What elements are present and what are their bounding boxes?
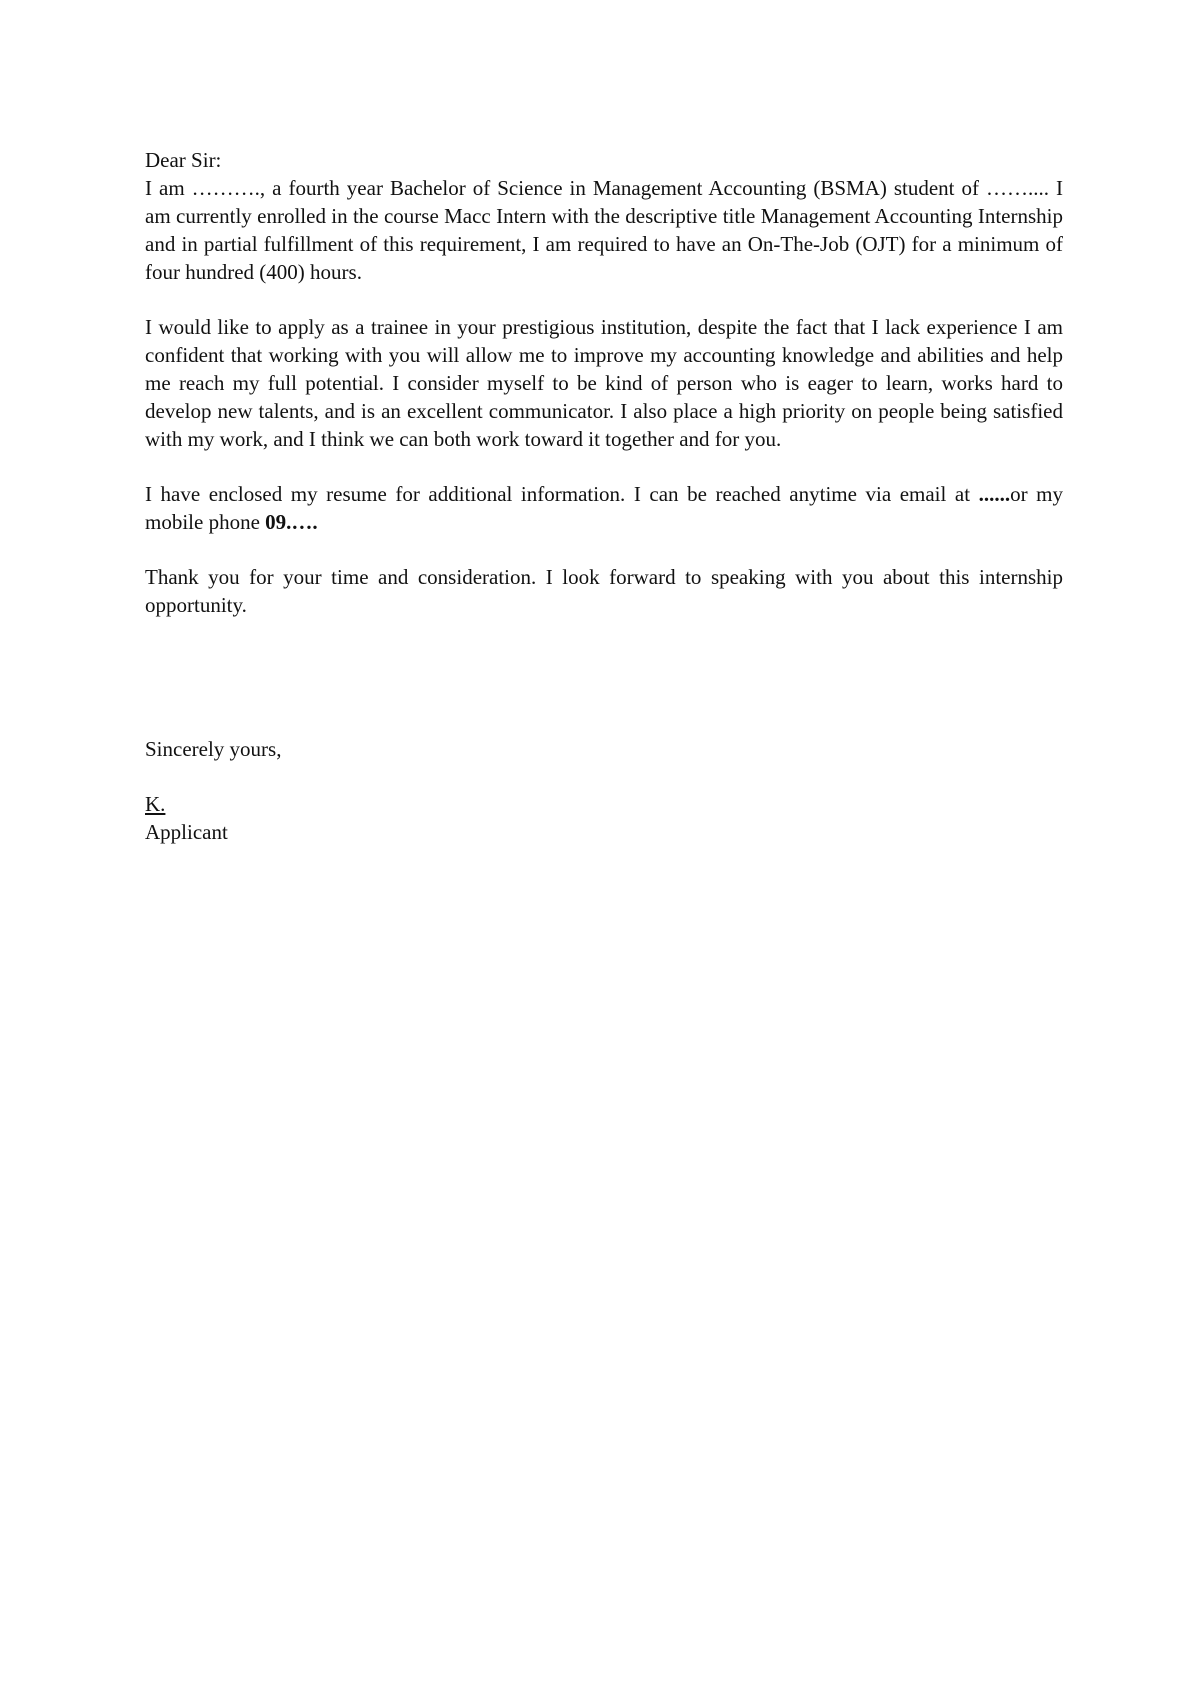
- application-paragraph: I would like to apply as a trainee in your prestigious institution, despite the fact that I lack experience I am confident that working with you will allow me to improve my accounting knowledge and abilities and help me reach my full potential. I consider myself to be kind of person who is eager to learn, works hard to develop new talents, and is an excellent communicator. I also place a high priority on people being satisfied with my work, and I think we can both work toward it together and for you.: [145, 315, 1063, 451]
- signature-title: Applicant: [145, 820, 228, 844]
- contact-text-middle: or my mobile phone: [145, 482, 1064, 534]
- email-placeholder: ......: [978, 482, 1011, 506]
- thanks-paragraph: Thank you for your time and consideration. I look forward to speaking with you about this internship opportunity.: [145, 565, 1063, 617]
- spacer: [145, 619, 1063, 735]
- closing-line: Sincerely yours,: [145, 737, 282, 761]
- contact-text-before: I have enclosed my resume for additional information. I can be reached anytime via email at: [145, 482, 979, 506]
- phone-number: 09.….: [265, 510, 318, 534]
- intro-paragraph: I am ………., a fourth year Bachelor of Science in Management Accounting (BSMA) student of …….... I am currently enrolled in the course Macc Intern with the descriptive title Management Accounting Internship and in partial fulfillment of this requirement, I am required to have an On-The-Job (OJT) for a minimum of four hundred (400) hours.: [145, 176, 1063, 284]
- cover-letter: [145, 146, 1063, 846]
- salutation: Dear Sir:: [145, 148, 222, 172]
- signature-block: [145, 790, 1063, 846]
- contact-paragraph: [145, 480, 1063, 536]
- signature-mark: K.: [145, 792, 166, 816]
